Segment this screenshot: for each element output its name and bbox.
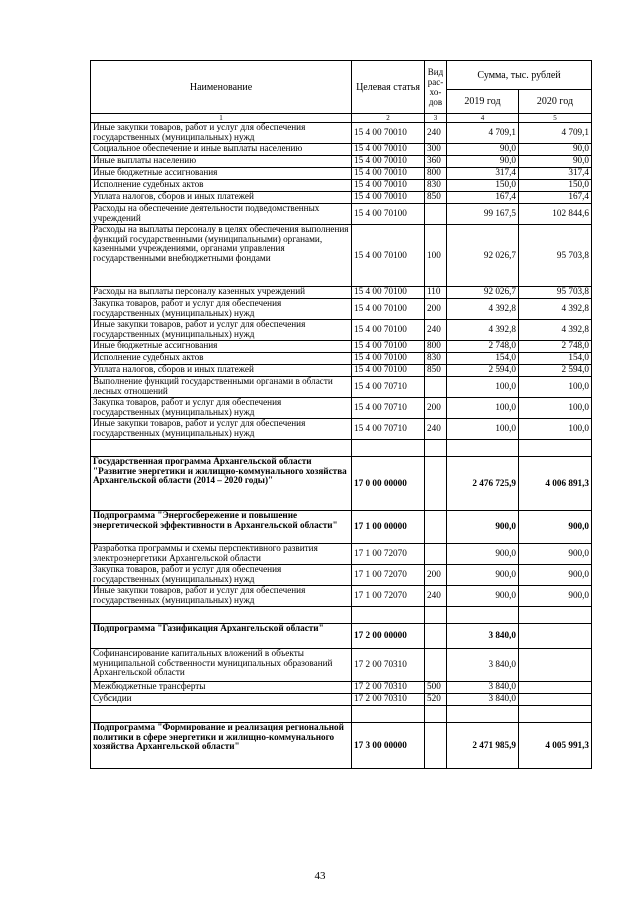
row-code-cell: 17 0 00 00000 — [352, 457, 425, 511]
row-2019-cell: 100,0 — [447, 419, 519, 440]
row-name-cell — [91, 607, 352, 624]
row-2020-cell: 95 703,8 — [519, 287, 592, 299]
row-code-cell: 17 2 00 70310 — [352, 682, 425, 694]
index-cell: 1 — [91, 114, 352, 123]
row-2019-cell: 90,0 — [447, 156, 519, 168]
row-name-cell: Расходы на выплаты персоналу в целях обеспечения выполнения функций государственными (муниципальными) органами, казенными учреждениями, органами управления государственными внебюджетными фондами — [91, 225, 352, 287]
row-vid-cell: 830 — [425, 353, 447, 365]
row-code-cell: 17 2 00 00000 — [352, 624, 425, 649]
row-2020-cell: 100,0 — [519, 398, 592, 419]
row-2019-cell: 150,0 — [447, 180, 519, 192]
index-cell: 5 — [519, 114, 592, 123]
row-code-cell: 17 3 00 00000 — [352, 723, 425, 769]
row-2020-cell: 150,0 — [519, 180, 592, 192]
row-code-cell: 17 1 00 00000 — [352, 511, 425, 544]
row-2019-cell: 2 748,0 — [447, 341, 519, 353]
row-code-cell: 15 4 00 70100 — [352, 225, 425, 287]
header-vid: Вид рас- хо- дов — [425, 61, 447, 114]
row-2020-cell: 317,4 — [519, 168, 592, 180]
table-row — [91, 624, 592, 649]
row-name-cell: Иные закупки товаров, работ и услуг для обеспечения государственных (муниципальных) нужд — [91, 419, 352, 440]
header-name: Наименование — [91, 61, 352, 114]
row-vid-cell: 360 — [425, 156, 447, 168]
header-sum: Сумма, тыс. рублей — [447, 61, 592, 90]
row-vid-cell: 100 — [425, 225, 447, 287]
row-2019-cell: 900,0 — [447, 544, 519, 565]
row-vid-cell: 200 — [425, 299, 447, 320]
row-2019-cell: 99 167,5 — [447, 204, 519, 225]
row-2019-cell: 3 840,0 — [447, 694, 519, 706]
table-row — [91, 511, 592, 544]
row-2019-cell: 90,0 — [447, 144, 519, 156]
row-name-cell: Иные бюджетные ассигнования — [91, 341, 352, 353]
table-row — [91, 565, 592, 586]
row-code-cell: 15 4 00 70010 — [352, 156, 425, 168]
row-vid-cell — [425, 723, 447, 769]
row-code-cell: 15 4 00 70100 — [352, 287, 425, 299]
spacer-row — [91, 706, 592, 723]
row-2020-cell: 900,0 — [519, 586, 592, 607]
row-2019-cell: 100,0 — [447, 398, 519, 419]
row-2019-cell — [447, 440, 519, 457]
row-code-cell: 15 4 00 70100 — [352, 365, 425, 377]
row-2019-cell: 2 471 985,9 — [447, 723, 519, 769]
row-name-cell: Исполнение судебных актов — [91, 180, 352, 192]
header-2019: 2019 год — [447, 90, 519, 114]
row-name-cell: Закупка товаров, работ и услуг для обеспечения государственных (муниципальных) нужд — [91, 299, 352, 320]
row-2019-cell — [447, 706, 519, 723]
row-2019-cell: 100,0 — [447, 377, 519, 398]
row-name-cell: Государственная программа Архангельской области "Развитие энергетики и жилищно-коммунального хозяйства Архангельской области (2014 – 2020 годы)" — [91, 457, 352, 511]
row-vid-cell: 240 — [425, 419, 447, 440]
row-2020-cell: 167,4 — [519, 192, 592, 204]
row-code-cell: 15 4 00 70010 — [352, 123, 425, 144]
page-number: 43 — [314, 870, 326, 882]
row-2019-cell: 3 840,0 — [447, 624, 519, 649]
row-2019-cell: 92 026,7 — [447, 225, 519, 287]
row-code-cell: 15 4 00 70010 — [352, 192, 425, 204]
row-2020-cell: 900,0 — [519, 511, 592, 544]
table-row — [91, 544, 592, 565]
row-code-cell — [352, 440, 425, 457]
row-vid-cell: 300 — [425, 144, 447, 156]
row-code-cell: 17 1 00 72070 — [352, 586, 425, 607]
row-2020-cell: 154,0 — [519, 353, 592, 365]
row-2020-cell: 4 709,1 — [519, 123, 592, 144]
row-2020-cell: 900,0 — [519, 544, 592, 565]
row-vid-cell — [425, 706, 447, 723]
row-name-cell: Иные закупки товаров, работ и услуг для обеспечения государственных (муниципальных) нужд — [91, 320, 352, 341]
row-vid-cell: 200 — [425, 565, 447, 586]
row-2019-cell: 317,4 — [447, 168, 519, 180]
row-name-cell: Иные выплаты населению — [91, 156, 352, 168]
row-2020-cell: 4 392,8 — [519, 299, 592, 320]
row-code-cell: 17 2 00 70310 — [352, 694, 425, 706]
row-2019-cell: 4 392,8 — [447, 299, 519, 320]
row-code-cell: 17 1 00 72070 — [352, 565, 425, 586]
row-vid-cell: 850 — [425, 192, 447, 204]
row-vid-cell: 240 — [425, 586, 447, 607]
row-2020-cell: 2 748,0 — [519, 341, 592, 353]
row-2019-cell — [447, 607, 519, 624]
table-row — [91, 365, 592, 377]
row-name-cell — [91, 440, 352, 457]
row-2020-cell: 100,0 — [519, 377, 592, 398]
row-vid-cell — [425, 377, 447, 398]
row-name-cell: Иные закупки товаров, работ и услуг для обеспечения государственных (муниципальных) нужд — [91, 586, 352, 607]
row-vid-cell: 240 — [425, 320, 447, 341]
row-2020-cell: 90,0 — [519, 144, 592, 156]
row-2020-cell — [519, 706, 592, 723]
spacer-row — [91, 440, 592, 457]
table-row — [91, 419, 592, 440]
table-row — [91, 192, 592, 204]
table-row — [91, 225, 592, 287]
table-row — [91, 377, 592, 398]
row-name-cell: Межбюджетные трансферты — [91, 682, 352, 694]
header-2020: 2020 год — [519, 90, 592, 114]
row-2020-cell: 4 005 991,3 — [519, 723, 592, 769]
row-2019-cell: 900,0 — [447, 511, 519, 544]
budget-table — [90, 60, 592, 769]
row-vid-cell: 500 — [425, 682, 447, 694]
table-row — [91, 299, 592, 320]
row-code-cell: 15 4 00 70100 — [352, 341, 425, 353]
row-code-cell: 15 4 00 70710 — [352, 377, 425, 398]
row-2019-cell: 2 476 725,9 — [447, 457, 519, 511]
row-2019-cell: 900,0 — [447, 565, 519, 586]
row-name-cell: Разработка программы и схемы перспективного развития электроэнергетики Архангельской области — [91, 544, 352, 565]
row-code-cell — [352, 706, 425, 723]
row-2019-cell: 900,0 — [447, 586, 519, 607]
row-2020-cell: 4 392,8 — [519, 320, 592, 341]
table-row — [91, 156, 592, 168]
row-name-cell: Иные закупки товаров, работ и услуг для обеспечения государственных (муниципальных) нужд — [91, 123, 352, 144]
table-row — [91, 341, 592, 353]
row-2020-cell — [519, 440, 592, 457]
table-body — [91, 123, 592, 769]
index-cell: 3 — [425, 114, 447, 123]
row-code-cell: 15 4 00 70100 — [352, 299, 425, 320]
row-name-cell: Социальное обеспечение и иные выплаты населению — [91, 144, 352, 156]
row-vid-cell — [425, 607, 447, 624]
row-2020-cell: 90,0 — [519, 156, 592, 168]
row-name-cell: Закупка товаров, работ и услуг для обеспечения государственных (муниципальных) нужд — [91, 565, 352, 586]
table-row — [91, 204, 592, 225]
row-vid-cell — [425, 511, 447, 544]
row-name-cell: Подпрограмма "Энергосбережение и повышение энергетической эффективности в Архангельской области" — [91, 511, 352, 544]
table-row — [91, 320, 592, 341]
row-name-cell: Уплата налогов, сборов и иных платежей — [91, 192, 352, 204]
row-name-cell — [91, 706, 352, 723]
row-vid-cell — [425, 544, 447, 565]
index-cell: 4 — [447, 114, 519, 123]
row-2019-cell: 4 392,8 — [447, 320, 519, 341]
row-code-cell: 15 4 00 70010 — [352, 180, 425, 192]
row-name-cell: Подпрограмма "Формирование и реализация региональной политики в сфере энергетики и жилищно-коммунального хозяйства Архангельской области" — [91, 723, 352, 769]
row-vid-cell: 520 — [425, 694, 447, 706]
table-row — [91, 287, 592, 299]
row-code-cell: 15 4 00 70710 — [352, 419, 425, 440]
row-vid-cell — [425, 204, 447, 225]
row-2019-cell: 4 709,1 — [447, 123, 519, 144]
row-code-cell: 15 4 00 70100 — [352, 204, 425, 225]
row-code-cell: 15 4 00 70010 — [352, 168, 425, 180]
row-2020-cell: 2 594,0 — [519, 365, 592, 377]
row-2020-cell — [519, 694, 592, 706]
row-code-cell: 17 1 00 72070 — [352, 544, 425, 565]
row-2019-cell: 154,0 — [447, 353, 519, 365]
row-2019-cell: 3 840,0 — [447, 682, 519, 694]
row-vid-cell — [425, 440, 447, 457]
row-2020-cell — [519, 682, 592, 694]
row-code-cell: 15 4 00 70010 — [352, 144, 425, 156]
row-2020-cell — [519, 649, 592, 682]
row-name-cell: Закупка товаров, работ и услуг для обеспечения государственных (муниципальных) нужд — [91, 398, 352, 419]
table-row — [91, 353, 592, 365]
row-2019-cell: 2 594,0 — [447, 365, 519, 377]
row-name-cell: Подпрограмма "Газификация Архангельской области" — [91, 624, 352, 649]
table-row — [91, 123, 592, 144]
row-2019-cell: 3 840,0 — [447, 649, 519, 682]
table-row — [91, 457, 592, 511]
row-vid-cell — [425, 649, 447, 682]
row-2019-cell: 92 026,7 — [447, 287, 519, 299]
row-2020-cell: 900,0 — [519, 565, 592, 586]
table-row — [91, 180, 592, 192]
row-name-cell: Выполнение функций государственными органами в области лесных отношений — [91, 377, 352, 398]
row-name-cell: Софинансирование капитальных вложений в объекты муниципальной собственности муниципальных образований Архангельской области — [91, 649, 352, 682]
table-row — [91, 694, 592, 706]
row-name-cell: Исполнение судебных актов — [91, 353, 352, 365]
row-vid-cell: 200 — [425, 398, 447, 419]
row-vid-cell: 110 — [425, 287, 447, 299]
row-code-cell — [352, 607, 425, 624]
index-cell: 2 — [352, 114, 425, 123]
row-2020-cell: 4 006 891,3 — [519, 457, 592, 511]
row-code-cell: 17 2 00 70310 — [352, 649, 425, 682]
row-vid-cell: 850 — [425, 365, 447, 377]
row-vid-cell — [425, 624, 447, 649]
row-2019-cell: 167,4 — [447, 192, 519, 204]
table-row — [91, 144, 592, 156]
row-name-cell: Субсидии — [91, 694, 352, 706]
row-vid-cell — [425, 457, 447, 511]
row-name-cell: Расходы на выплаты персоналу казенных учреждений — [91, 287, 352, 299]
row-name-cell: Иные бюджетные ассигнования — [91, 168, 352, 180]
spacer-row — [91, 607, 592, 624]
table-row — [91, 168, 592, 180]
row-2020-cell: 95 703,8 — [519, 225, 592, 287]
header-code: Целевая статья — [352, 61, 425, 114]
table-row — [91, 682, 592, 694]
row-vid-cell: 800 — [425, 168, 447, 180]
row-2020-cell — [519, 607, 592, 624]
row-vid-cell: 830 — [425, 180, 447, 192]
row-code-cell: 15 4 00 70710 — [352, 398, 425, 419]
row-code-cell: 15 4 00 70100 — [352, 320, 425, 341]
row-2020-cell: 102 844,6 — [519, 204, 592, 225]
table-row — [91, 586, 592, 607]
table-row — [91, 723, 592, 769]
row-name-cell: Уплата налогов, сборов и иных платежей — [91, 365, 352, 377]
row-name-cell: Расходы на обеспечение деятельности подведомственных учреждений — [91, 204, 352, 225]
row-2020-cell: 100,0 — [519, 419, 592, 440]
row-vid-cell: 800 — [425, 341, 447, 353]
row-code-cell: 15 4 00 70100 — [352, 353, 425, 365]
row-2020-cell — [519, 624, 592, 649]
table-row — [91, 649, 592, 682]
table-row — [91, 398, 592, 419]
row-vid-cell: 240 — [425, 123, 447, 144]
